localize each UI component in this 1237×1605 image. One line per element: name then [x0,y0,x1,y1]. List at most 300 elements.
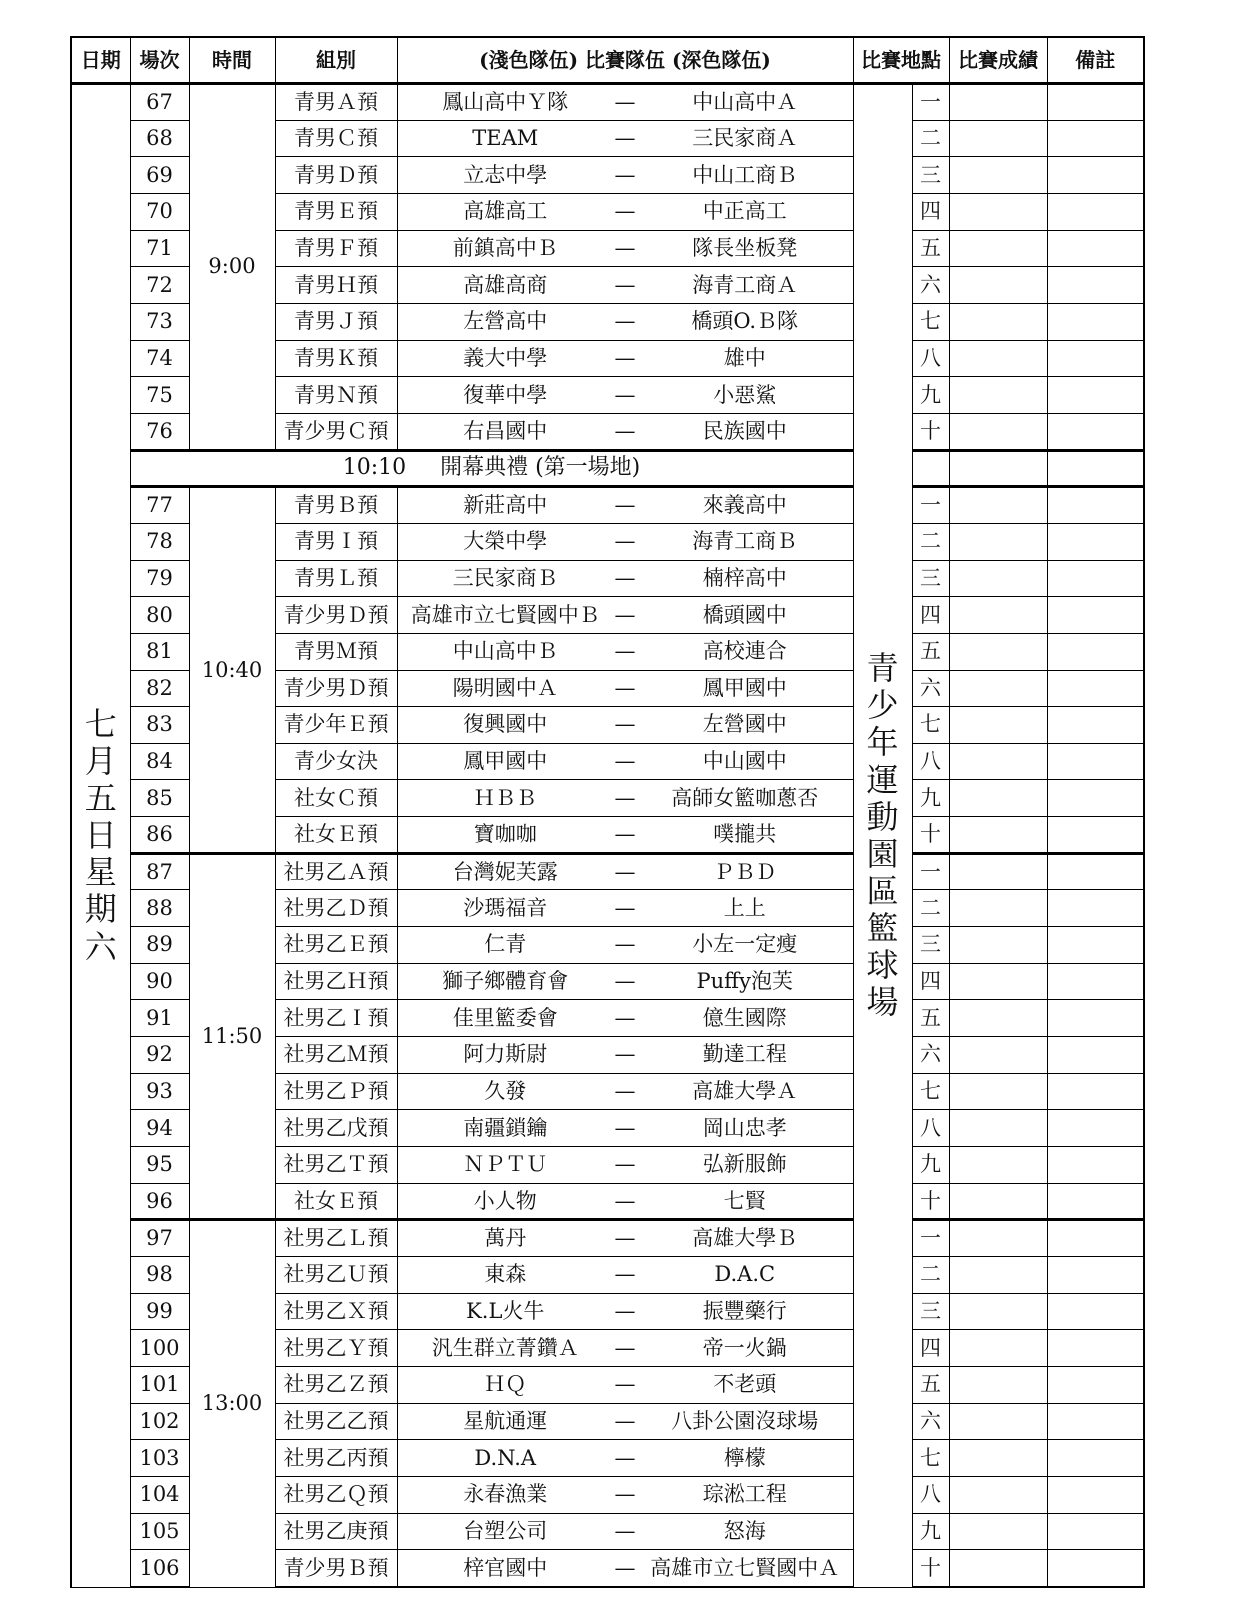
dark-team: 楠梓高中 [637,560,853,597]
remarks-cell [1047,707,1144,744]
group-cell: 青男Ｎ預 [275,377,397,414]
table-row [71,853,1144,890]
ceremony-cell [130,450,853,487]
vs-dash: — [613,890,637,927]
result-cell [949,157,1047,194]
dark-team: 高雄大學Ａ [637,1073,853,1110]
result-cell [949,890,1047,927]
ceremony-time: 10:10 [342,455,407,481]
ceremony-remarks-cell [1047,450,1144,487]
header-date: 日期 [71,37,130,84]
dark-team: 小惡鯊 [637,377,853,414]
court-number: 七 [912,1440,949,1477]
remarks-cell [1047,597,1144,634]
dark-team: 高校連合 [637,633,853,670]
light-team: 梓官國中 [397,1550,613,1587]
court-number: 六 [912,1037,949,1074]
game-number: 102 [130,1403,189,1440]
result-cell [949,230,1047,267]
court-number: 二 [912,523,949,560]
light-team: TEAM [397,120,613,157]
dark-team: ＰＢＤ [637,853,853,890]
game-number: 99 [130,1293,189,1330]
remarks-cell [1047,413,1144,450]
court-number: 四 [912,193,949,230]
group-cell: 社男乙Ｘ預 [275,1293,397,1330]
game-number: 72 [130,267,189,304]
date-char: 日 [84,816,117,855]
game-number: 93 [130,1073,189,1110]
result-cell [949,1110,1047,1147]
remarks-cell [1047,1000,1144,1037]
venue-char: 少 [866,686,899,725]
game-number: 100 [130,1330,189,1367]
game-number: 97 [130,1220,189,1257]
light-team: 鳳山高中Ｙ隊 [397,84,613,121]
result-cell [949,1257,1047,1294]
vs-dash: — [613,230,637,267]
group-cell: 社男乙丙預 [275,1440,397,1477]
vs-dash: — [613,1073,637,1110]
vs-dash: — [613,1257,637,1294]
court-number: 二 [912,1257,949,1294]
group-cell: 青男Ｅ預 [275,193,397,230]
dark-team: 琮淞工程 [637,1476,853,1513]
court-number: 九 [912,1513,949,1550]
group-cell: 社女Ｅ預 [275,1183,397,1220]
remarks-cell [1047,1293,1144,1330]
result-cell [949,1550,1047,1587]
dark-team: 中山國中 [637,743,853,780]
remarks-cell [1047,303,1144,340]
venue-char: 場 [866,983,899,1022]
court-number: 六 [912,267,949,304]
ceremony-label: 開幕典禮 (第一場地) [440,455,641,481]
vs-dash: — [613,633,637,670]
game-number: 75 [130,377,189,414]
light-team: 前鎮高中Ｂ [397,230,613,267]
light-team: 復興國中 [397,707,613,744]
remarks-cell [1047,1330,1144,1367]
remarks-cell [1047,927,1144,964]
venue-char: 動 [866,797,899,836]
group-cell: 社男乙Ｕ預 [275,1257,397,1294]
game-number: 95 [130,1147,189,1184]
court-number: 十 [912,817,949,854]
venue-char: 運 [866,760,899,799]
game-number: 87 [130,853,189,890]
vs-dash: — [613,1513,637,1550]
dark-team: 勤達工程 [637,1037,853,1074]
vs-dash: — [613,523,637,560]
dark-team: Puffy泡芙 [637,963,853,1000]
light-team: 台塑公司 [397,1513,613,1550]
game-number: 85 [130,780,189,817]
group-cell: 青少男Ｃ預 [275,413,397,450]
dark-team: 中正高工 [637,193,853,230]
court-number: 一 [912,84,949,121]
result-cell [949,523,1047,560]
light-team: 台灣妮芙露 [397,853,613,890]
remarks-cell [1047,487,1144,524]
group-cell: 社男乙Ｉ預 [275,1000,397,1037]
result-cell [949,1183,1047,1220]
result-cell [949,1330,1047,1367]
light-team: 佳里籃委會 [397,1000,613,1037]
dark-team: 三民家商Ａ [637,120,853,157]
vs-dash: — [613,560,637,597]
court-number: 八 [912,1110,949,1147]
group-cell: 青男Ｆ預 [275,230,397,267]
game-number: 82 [130,670,189,707]
game-number: 84 [130,743,189,780]
header-venue: 比賽地點 [853,37,949,84]
vs-dash: — [613,377,637,414]
dark-team: 噗攏共 [637,817,853,854]
venue-cell [853,84,912,1588]
remarks-cell [1047,523,1144,560]
vs-dash: — [613,780,637,817]
result-cell [949,413,1047,450]
result-cell [949,1220,1047,1257]
game-number: 70 [130,193,189,230]
vs-dash: — [613,1330,637,1367]
game-number: 81 [130,633,189,670]
remarks-cell [1047,1366,1144,1403]
vs-dash: — [613,1403,637,1440]
light-team: 陽明國中Ａ [397,670,613,707]
light-team: 永春漁業 [397,1476,613,1513]
result-cell [949,560,1047,597]
time-cell: 13:00 [189,1220,275,1587]
remarks-cell [1047,670,1144,707]
dark-team: 橋頭O.Ｂ隊 [637,303,853,340]
dark-team: 鳳甲國中 [637,670,853,707]
date-char: 星 [84,853,117,892]
result-cell [949,1293,1047,1330]
group-cell: 青少男Ｄ預 [275,597,397,634]
court-number: 三 [912,157,949,194]
light-team: 獅子鄉體育會 [397,963,613,1000]
game-number: 89 [130,927,189,964]
vs-dash: — [613,193,637,230]
vs-dash: — [613,340,637,377]
remarks-cell [1047,633,1144,670]
remarks-cell [1047,157,1144,194]
court-number: 三 [912,560,949,597]
group-cell: 青少女決 [275,743,397,780]
group-cell: 社女Ｃ預 [275,780,397,817]
light-team: 中山高中Ｂ [397,633,613,670]
game-number: 78 [130,523,189,560]
result-cell [949,1000,1047,1037]
group-cell: 社男乙乙預 [275,1403,397,1440]
remarks-cell [1047,340,1144,377]
remarks-cell [1047,377,1144,414]
group-cell: 社男乙Ｚ預 [275,1366,397,1403]
remarks-cell [1047,193,1144,230]
remarks-cell [1047,1476,1144,1513]
game-number: 74 [130,340,189,377]
court-number: 六 [912,1403,949,1440]
dark-team: 隊長坐板凳 [637,230,853,267]
game-number: 94 [130,1110,189,1147]
remarks-cell [1047,890,1144,927]
time-cell: 9:00 [189,84,275,451]
game-number: 67 [130,84,189,121]
light-team: 義大中學 [397,340,613,377]
remarks-cell [1047,853,1144,890]
dark-team: 民族國中 [637,413,853,450]
dark-team: 怒海 [637,1513,853,1550]
group-cell: 青男Ｊ預 [275,303,397,340]
vs-dash: — [613,670,637,707]
schedule-body [71,84,1144,1588]
light-team: 鳳甲國中 [397,743,613,780]
result-cell [949,340,1047,377]
table-row [71,487,1144,524]
court-number: 九 [912,780,949,817]
dark-team: 中山工商Ｂ [637,157,853,194]
result-cell [949,1366,1047,1403]
schedule-table [70,36,1145,1588]
dark-team: 來義高中 [637,487,853,524]
dark-team: 帝一火鍋 [637,1330,853,1367]
light-team: 久發 [397,1073,613,1110]
dark-team: 八卦公園沒球場 [637,1403,853,1440]
game-number: 92 [130,1037,189,1074]
dark-team: 億生國際 [637,1000,853,1037]
dark-team: 海青工商Ｂ [637,523,853,560]
vs-dash: — [613,1550,637,1587]
court-number: 八 [912,340,949,377]
dark-team: 高雄大學Ｂ [637,1220,853,1257]
game-number: 83 [130,707,189,744]
game-number: 103 [130,1440,189,1477]
light-team: 寶咖咖 [397,817,613,854]
result-cell [949,193,1047,230]
court-number: 五 [912,1000,949,1037]
court-number: 八 [912,743,949,780]
dark-team: 小左一定瘦 [637,927,853,964]
group-cell: 社男乙庚預 [275,1513,397,1550]
group-cell: 社男乙Ｅ預 [275,927,397,964]
vs-dash: — [613,1000,637,1037]
remarks-cell [1047,780,1144,817]
vs-dash: — [613,120,637,157]
vs-dash: — [613,1220,637,1257]
dark-team: 雄中 [637,340,853,377]
group-cell: 青少男Ｂ預 [275,1550,397,1587]
group-cell: 青男Ａ預 [275,84,397,121]
group-cell: 青少男Ｄ預 [275,670,397,707]
light-team: D.N.A [397,1440,613,1477]
game-number: 96 [130,1183,189,1220]
game-number: 91 [130,1000,189,1037]
vs-dash: — [613,1293,637,1330]
light-team: 星航通運 [397,1403,613,1440]
court-number: 二 [912,890,949,927]
result-cell [949,670,1047,707]
vs-dash: — [613,853,637,890]
header-group: 組別 [275,37,397,84]
group-cell: 青男Ｂ預 [275,487,397,524]
header-result: 比賽成績 [949,37,1047,84]
court-number: 四 [912,963,949,1000]
game-number: 68 [130,120,189,157]
ceremony-result-cell [949,450,1047,487]
result-cell [949,633,1047,670]
result-cell [949,1476,1047,1513]
result-cell [949,120,1047,157]
result-cell [949,707,1047,744]
dark-team: D.A.C [637,1257,853,1294]
result-cell [949,1073,1047,1110]
court-number: 七 [912,303,949,340]
game-number: 77 [130,487,189,524]
court-number: 八 [912,1476,949,1513]
group-cell: 社男乙Ｑ預 [275,1476,397,1513]
group-cell: 社男乙Ｄ預 [275,890,397,927]
light-team: 南疆鎖鑰 [397,1110,613,1147]
vs-dash: — [613,927,637,964]
vs-dash: — [613,963,637,1000]
header-row [71,37,1144,84]
remarks-cell [1047,1110,1144,1147]
table-row [71,84,1144,121]
vs-dash: — [613,1440,637,1477]
result-cell [949,597,1047,634]
result-cell [949,963,1047,1000]
vs-dash: — [613,1147,637,1184]
vs-dash: — [613,817,637,854]
vs-dash: — [613,597,637,634]
group-cell: 社男乙Ｈ預 [275,963,397,1000]
time-cell: 10:40 [189,487,275,854]
game-number: 88 [130,890,189,927]
light-team: ＨＱ [397,1366,613,1403]
game-number: 79 [130,560,189,597]
vs-dash: — [613,84,637,121]
court-number: 七 [912,707,949,744]
light-team: 阿力斯尉 [397,1037,613,1074]
group-cell: 青男Ｉ預 [275,523,397,560]
game-number: 98 [130,1257,189,1294]
group-cell: 青男Ｃ預 [275,120,397,157]
remarks-cell [1047,1147,1144,1184]
remarks-cell [1047,1220,1144,1257]
result-cell [949,817,1047,854]
court-number: 一 [912,1220,949,1257]
vs-dash: — [613,707,637,744]
vs-dash: — [613,1037,637,1074]
court-number: 十 [912,413,949,450]
dark-team: 弘新服飾 [637,1147,853,1184]
remarks-cell [1047,84,1144,121]
result-cell [949,267,1047,304]
result-cell [949,377,1047,414]
group-cell: 社男乙Ｙ預 [275,1330,397,1367]
light-team: 新莊高中 [397,487,613,524]
light-team: 仁青 [397,927,613,964]
dark-team: 振豐藥行 [637,1293,853,1330]
light-team: 萬丹 [397,1220,613,1257]
group-cell: 青男Ｍ預 [275,633,397,670]
light-team: 復華中學 [397,377,613,414]
game-number: 104 [130,1476,189,1513]
court-number: 二 [912,120,949,157]
result-cell [949,303,1047,340]
light-team: 小人物 [397,1183,613,1220]
group-cell: 青男Ｄ預 [275,157,397,194]
court-number: 四 [912,597,949,634]
group-cell: 青少年Ｅ預 [275,707,397,744]
court-number: 三 [912,1293,949,1330]
light-team: ＨＢＢ [397,780,613,817]
date-char: 期 [84,890,117,929]
header-remarks: 備註 [1047,37,1144,84]
light-team: 東森 [397,1257,613,1294]
dark-team: 左營國中 [637,707,853,744]
light-team: 汎生群立菁鑽Ａ [397,1330,613,1367]
group-cell: 社男乙Ａ預 [275,853,397,890]
remarks-cell [1047,817,1144,854]
group-cell: 青男Ｈ預 [275,267,397,304]
venue-char: 園 [866,834,899,873]
vs-dash: — [613,1366,637,1403]
remarks-cell [1047,1513,1144,1550]
date-char: 五 [84,779,117,818]
game-number: 101 [130,1366,189,1403]
result-cell [949,1403,1047,1440]
court-number: 三 [912,927,949,964]
result-cell [949,780,1047,817]
court-number: 五 [912,1366,949,1403]
vs-dash: — [613,413,637,450]
game-number: 80 [130,597,189,634]
group-cell: 社男乙Ｌ預 [275,1220,397,1257]
light-team: 右昌國中 [397,413,613,450]
vs-dash: — [613,487,637,524]
dark-team: 中山高中Ａ [637,84,853,121]
remarks-cell [1047,963,1144,1000]
group-cell: 社男乙Ｍ預 [275,1037,397,1074]
light-team: 高雄高商 [397,267,613,304]
vs-dash: — [613,1183,637,1220]
group-cell: 社女Ｅ預 [275,817,397,854]
venue-char: 區 [866,871,899,910]
light-team: 高雄高工 [397,193,613,230]
vs-dash: — [613,1110,637,1147]
date-char: 月 [84,741,117,780]
remarks-cell [1047,1183,1144,1220]
header-teams: (淺色隊伍) 比賽隊伍 (深色隊伍) [397,37,853,84]
header-game-no: 場次 [130,37,189,84]
venue-char: 青 [866,649,899,688]
game-number: 76 [130,413,189,450]
court-number: 一 [912,487,949,524]
light-team: 大榮中學 [397,523,613,560]
remarks-cell [1047,743,1144,780]
game-number: 73 [130,303,189,340]
light-team: K.L火牛 [397,1293,613,1330]
game-number: 105 [130,1513,189,1550]
group-cell: 青男Ｌ預 [275,560,397,597]
result-cell [949,84,1047,121]
game-number: 69 [130,157,189,194]
vs-dash: — [613,157,637,194]
group-cell: 社男乙戊預 [275,1110,397,1147]
